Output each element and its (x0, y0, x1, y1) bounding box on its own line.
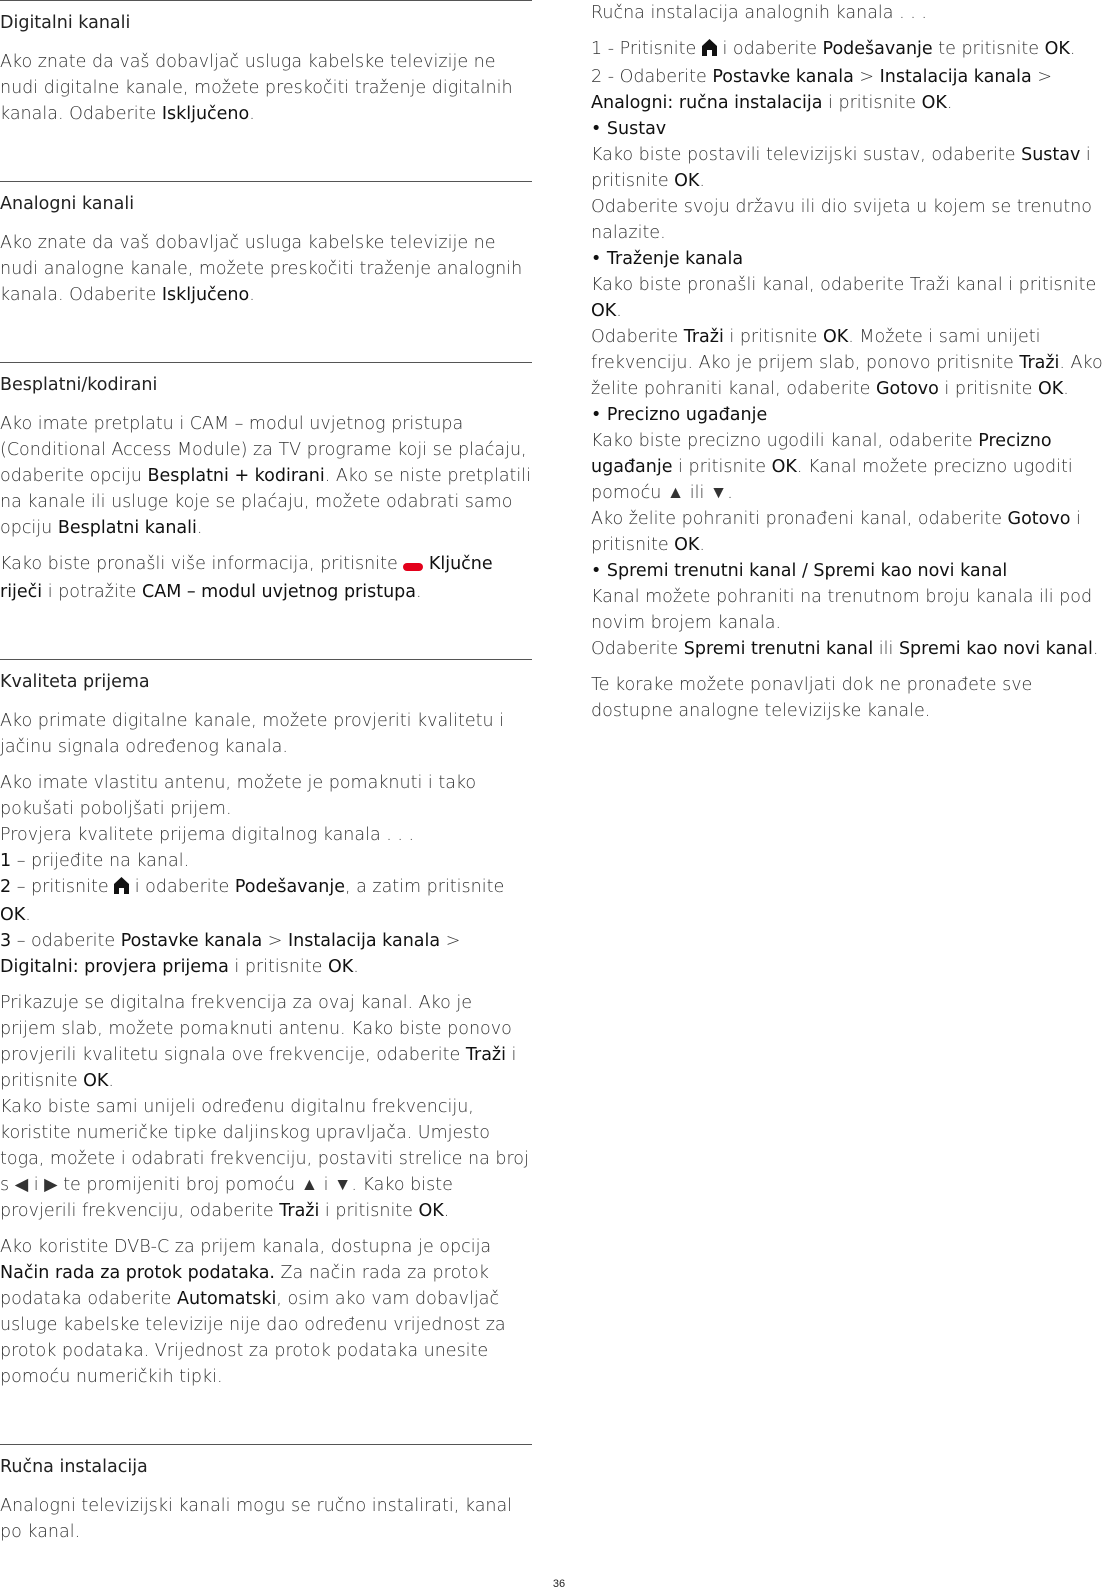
paragraph: Ako koristite DVB-C za prijem kanala, dostupna je opcija Način rada za protok podataka. Za način rada za protok podataka odaberite Automatski, osim ako vam dobavljač usluge kabelske televizije nije dao određenu vrijednost za protok podataka. Vrijednost za protok podataka unesite pomoću numeričkih tipki. (0, 1237, 506, 1387)
paragraph: 1 - Pritisnite i odaberite Podešavanje te pritisnite OK. 2 - Odaberite Postavke kanala > Instalacija kanala > Analogni: ručna instalacija i pritisnite OK. • Sustav Kako biste postavili televizijski sustav, odaberite Sustav i pritisnite OK. Odaberite svoju državu ili dio svijeta u kojem se trenutno nalazite. • Traženje kanala Kako biste pronašli kanal, odaberite Traži kanal i pritisnite OK. Odaberite Traži i pritisnite OK. Možete i sami unijeti frekvenciju. Ako je prijem slab, ponovo pritisnite Traži. Ako želite pohraniti kanal, odaberite Gotovo i pritisnite OK. • Precizno ugađanje Kako biste precizno ugodili kanal, odaberite Precizno ugađanje i pritisnite OK. Kanal možete precizno ugoditi pomoću ▲ ili ▼. Ako želite pohraniti pronađeni kanal, odaberite Gotovo i pritisnite OK. • Spremi trenutni kanal / Spremi kao novi kanal Kanal možete pohraniti na trenutnom broju kanala ili pod novim brojem kanala. Odaberite Spremi trenutni kanal ili Spremi kao novi kanal. (591, 39, 1103, 659)
red-key-icon (403, 553, 423, 579)
paragraph: Ako znate da vaš dobavljač usluga kabelske televizije ne nudi digitalne kanale, možete preskočiti traženje digitalnih kanala. Odaberite Isključeno. (0, 52, 513, 124)
paragraph: Ako primate digitalne kanale, možete provjeriti kvalitetu i jačinu signala određenog kanala. (0, 711, 504, 757)
section-title: Kvaliteta prijema (0, 672, 150, 692)
page-number: 36 (552, 1578, 566, 1590)
paragraph: Te korake možete ponavljati dok ne pronađete sve dostupne analogne televizijske kanale. (591, 675, 1033, 721)
arrow-up-icon: ▲ (300, 1175, 319, 1195)
paragraph: Kako biste pronašli više informacija, pritisnite Ključne riječi i potražite CAM – modul uvjetnog pristupa. (0, 554, 493, 602)
paragraph: Ručna instalacija analognih kanala . . . (591, 3, 927, 23)
arrow-right-icon: ▶ (44, 1175, 58, 1195)
paragraph: Prikazuje se digitalna frekvencija za ovaj kanal. Ako je prijem slab, možete pomaknuti antenu. Kako biste ponovo provjerili kvalitetu signala ove frekvencije, odaberite Traži i pritisnite OK. Kako biste sami unijeli određenu digitalnu frekvenciju, koristite numeričke tipke daljinskog upravljača. Umjesto toga, možete i odabrati frekvenciju, postaviti strelice na broj s ◀ i ▶ te promijeniti broj pomoću ▲ i ▼. Kako biste provjerili frekvenciju, odaberite Traži i pritisnite OK. (0, 993, 529, 1221)
right-column (591, 0, 1118, 734)
section-title: Analogni kanali (0, 194, 135, 214)
arrow-down-icon: ▼ (709, 483, 728, 503)
section-title: Besplatni/kodirani (0, 375, 158, 395)
section-digital (0, 0, 532, 127)
section-analog (0, 181, 532, 308)
section-manual-install (0, 1444, 532, 1545)
paragraph: Ako imate vlastitu antenu, možete je pomaknuti i tako pokušati poboljšati prijem. Provjera kvalitete prijema digitalnog kanala . . . 1 – prijeđite na kanal. 2 – pritisnite i odaberite Podešavanje, a zatim pritisnite OK. 3 – odaberite Postavke kanala > Instalacija kanala > Digitalni: provjera prijema i pritisnite OK. (0, 773, 505, 977)
home-icon (702, 38, 717, 64)
home-icon (114, 876, 129, 902)
section-reception-quality (0, 659, 532, 1390)
section-free-scrambled (0, 362, 532, 605)
section-title: Ručna instalacija (0, 1457, 148, 1477)
paragraph: Analogni televizijski kanali mogu se ručno instalirati, kanal po kanal. (0, 1496, 513, 1542)
left-column (0, 0, 532, 1555)
section-title: Digitalni kanali (0, 13, 131, 33)
arrow-down-icon: ▼ (334, 1175, 352, 1195)
arrow-left-icon: ◀ (14, 1175, 29, 1195)
paragraph: Ako imate pretplatu i CAM – modul uvjetnog pristupa (Conditional Access Module) za TV programe koji se plaćaju, odaberite opciju Besplatni + kodirani. Ako se niste pretplatili na kanale ili usluge koje se plaćaju, možete odabrati samo opciju Besplatni kanali. (0, 414, 532, 538)
paragraph: Ako znate da vaš dobavljač usluga kabelske televizije ne nudi analogne kanale, možete preskočiti traženje analognih kanala. Odaberite Isključeno. (0, 233, 523, 305)
arrow-up-icon: ▲ (666, 483, 685, 503)
